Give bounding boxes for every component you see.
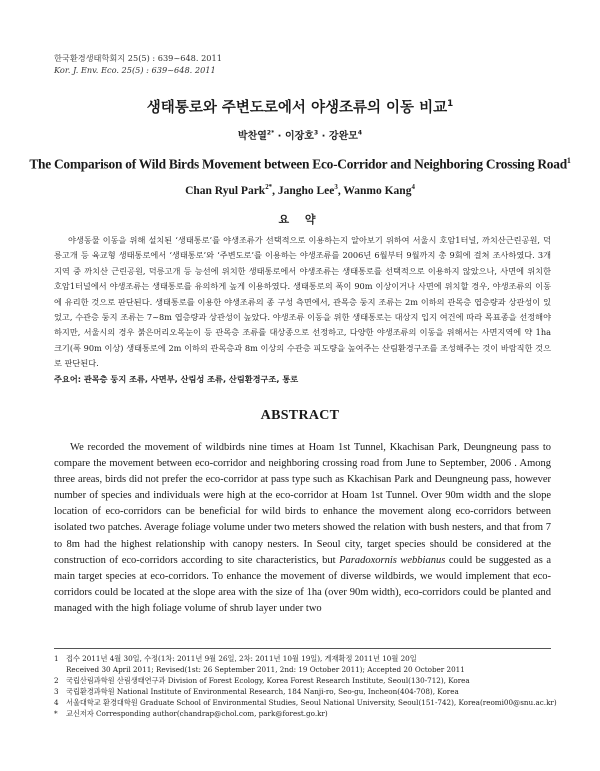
english-title xyxy=(0,156,600,172)
journal-citation-kr: 한국환경생태학회지 25(5) : 639~648. 2011 xyxy=(54,53,222,63)
footnote xyxy=(54,687,554,698)
footnote xyxy=(54,709,554,720)
english-author: Chan Ryul Park xyxy=(185,184,266,197)
author-footnote-mark: 4 xyxy=(357,129,363,137)
abstract-heading: ABSTRACT xyxy=(260,408,340,423)
footnote-mark: 1 xyxy=(54,654,59,663)
footnote-text: 국립산림과학원 산림생태연구과 Division of Forest Ecology, Korea Forest Research Institute, Seoul(130-712), Korea xyxy=(66,675,470,685)
english-author: Wanmo Kang xyxy=(343,184,412,197)
author-separator: , xyxy=(272,184,278,197)
footnote-mark: 4 xyxy=(54,697,59,707)
footnote-text: 국립환경과학원 National Institute of Environmental Research, 184 Nanji-ro, Seo-gu, Incheon(404-708), Korea xyxy=(66,686,459,696)
footnote-text: 접수 2011년 4월 30일, 수정(1차: 2011년 9월 26일, 2차: 2011년 10월 19일), 게재확정 2011년 10월 20일 xyxy=(66,654,417,663)
korean-title xyxy=(0,96,600,117)
author-separator: , xyxy=(337,184,344,197)
author-separator: · xyxy=(274,131,285,142)
korean-author: 이장호 xyxy=(284,131,314,142)
author-footnote-mark: 3 xyxy=(313,129,319,137)
footnote xyxy=(54,654,554,676)
author-footnote-mark: 2* xyxy=(265,184,273,191)
keywords: 주요어: 관목층 둥지 조류, 사면부, 산림성 조류, 산림환경구조, 통로 xyxy=(54,374,299,384)
english-author: Jangho Lee xyxy=(277,184,335,197)
english-abstract-paragraph xyxy=(54,440,551,617)
english-title-text: The Comparison of Wild Birds Movement between Eco-Corridor and Neighboring Crossing Road xyxy=(29,156,567,172)
footnote-divider xyxy=(54,648,551,649)
author-separator: · xyxy=(318,131,329,142)
footnote xyxy=(54,676,554,687)
korean-abstract: 야생동물 이동을 위해 설치된 ‘생태통로’를 야생조류가 선택적으로 이용하는지 알아보기 위하여 서울시 호암1터널, 까치산근린공원, 덕릉고개 등 육교형 생태통로에서 ‘생태통로’와 ‘주변도로’를 이용하는 야생조류를 2006년 6월부터 9월까지 총 9회에 걸쳐 조사하였다. 3개 지역 중 까치산 근린공원, 덕릉고개 등 능선에 위치한 생태통로에서 야생조류는 생태통로를 선택적으로 이용하지 않았으나, 사면에 위치한 호암1터널에서 야생조류는 생태통로를 유의하게 높게 이용하였다. 생태통로의 폭이 90m 이상이거나 사면에 위치할 경우, 야생조류의 이동에 유리한 것으로 판단된다. 생태통로를 이용한 야생조류의 종 구성 측면에서, 관목층 둥지 조류는 2m 이하의 관목층 엽층량과 상관성이 있었고, 수관층 둥지 조류는 7~8m 엽층량과 상관성이 높았다. 야생조류 이동을 위한 생태통로는 대상지 입지 여건에 따라 목표종을 선정해야 하지만, 서울시의 경우 붉은머리오목눈이 등 관목층 조류를 대상종으로 선정하고, 다양한 야생조류의 이동을 위해서는 사면지역에 약 1ha 크기(폭 90m 이상) 생태통로에 2m 이하의 관목층과 8m 이상의 수관층 피도량을 높여주는 산림환경구조를 조성해주는 것이 바람직한 것으로 판단된다. xyxy=(54,235,551,369)
korean-authors xyxy=(0,127,600,142)
english-authors xyxy=(0,184,600,197)
english-title-footnote-mark: 1 xyxy=(566,156,571,165)
journal-citation xyxy=(54,52,222,76)
footnotes xyxy=(54,654,557,719)
author-footnote-mark: 4 xyxy=(411,184,415,191)
journal-citation-en: Kor. J. Env. Eco. 25(5) : 639~648. 2011 xyxy=(54,65,216,75)
footnote-text: 교신저자 Corresponding author(chandrap@chol.com, park@forest.go.kr) xyxy=(66,708,328,718)
korean-title-footnote-mark: 1 xyxy=(447,99,454,110)
footnote xyxy=(54,697,557,709)
author-footnote-mark: 2* xyxy=(266,129,275,137)
abstract-text: We recorded the movement of wildbirds nine times at Hoam 1st Tunnel, Kkachisan Park, Deungneung pass to compare the movement between eco-corridor and neighboring crossing road from June to September, 2006 . Among three areas, birds did not prefer the eco-corridor at pass type such as Kkachisan Park and Deungneung pass, however number of species and individuals were high at the eco-corridor at Hoam 1st Tunnel. Over 90m width and the slope location of eco-corridors can be beneficial for wild birds to enhance the movement along eco-corridors between isolated two patches. Average foliage volume under two meters showed the relation with bush nesters, and that from 7 to 8m had the highest relationship with canopy nesters. In Seoul city, target species should be considered at the construction of eco-corridors according to site characteristics, but xyxy=(54,442,551,566)
footnote-mark: 3 xyxy=(54,686,59,696)
author-footnote-mark: 3 xyxy=(334,184,338,191)
korean-author: 박찬열 xyxy=(237,131,267,142)
footnote-text: Received 30 April 2011; Revised(1st: 26 September 2011, 2nd: 19 October 2011); Accepted 20 October 2011 xyxy=(66,664,465,674)
korean-title-text: 생태통로와 주변도로에서 야생조류의 이동 비교 xyxy=(146,100,448,116)
footnote-text: 서울대학교 환경대학원 Graduate School of Environmental Studies, Seoul National University, Seoul(151-742), Korea(reomi00@snu.ac.kr) xyxy=(66,697,557,707)
footnote-mark: 2 xyxy=(54,675,59,685)
english-abstract xyxy=(54,440,551,617)
korean-abstract-heading: 요 약 xyxy=(278,213,322,226)
footnote-mark: * xyxy=(54,708,58,718)
korean-author: 강완모 xyxy=(328,131,358,142)
abstract-text: could be suggested as a main target species at eco-corridors. To enhance the movement of diverse wildbirds, we would implement that eco-corridors could be located at the slope area with the size of 1ha (over 90m width), eco-corridors could be planted and managed with the high foliage volume of shrub layer under two xyxy=(54,554,551,614)
species-name: Paradoxornis webbianus xyxy=(339,554,446,566)
